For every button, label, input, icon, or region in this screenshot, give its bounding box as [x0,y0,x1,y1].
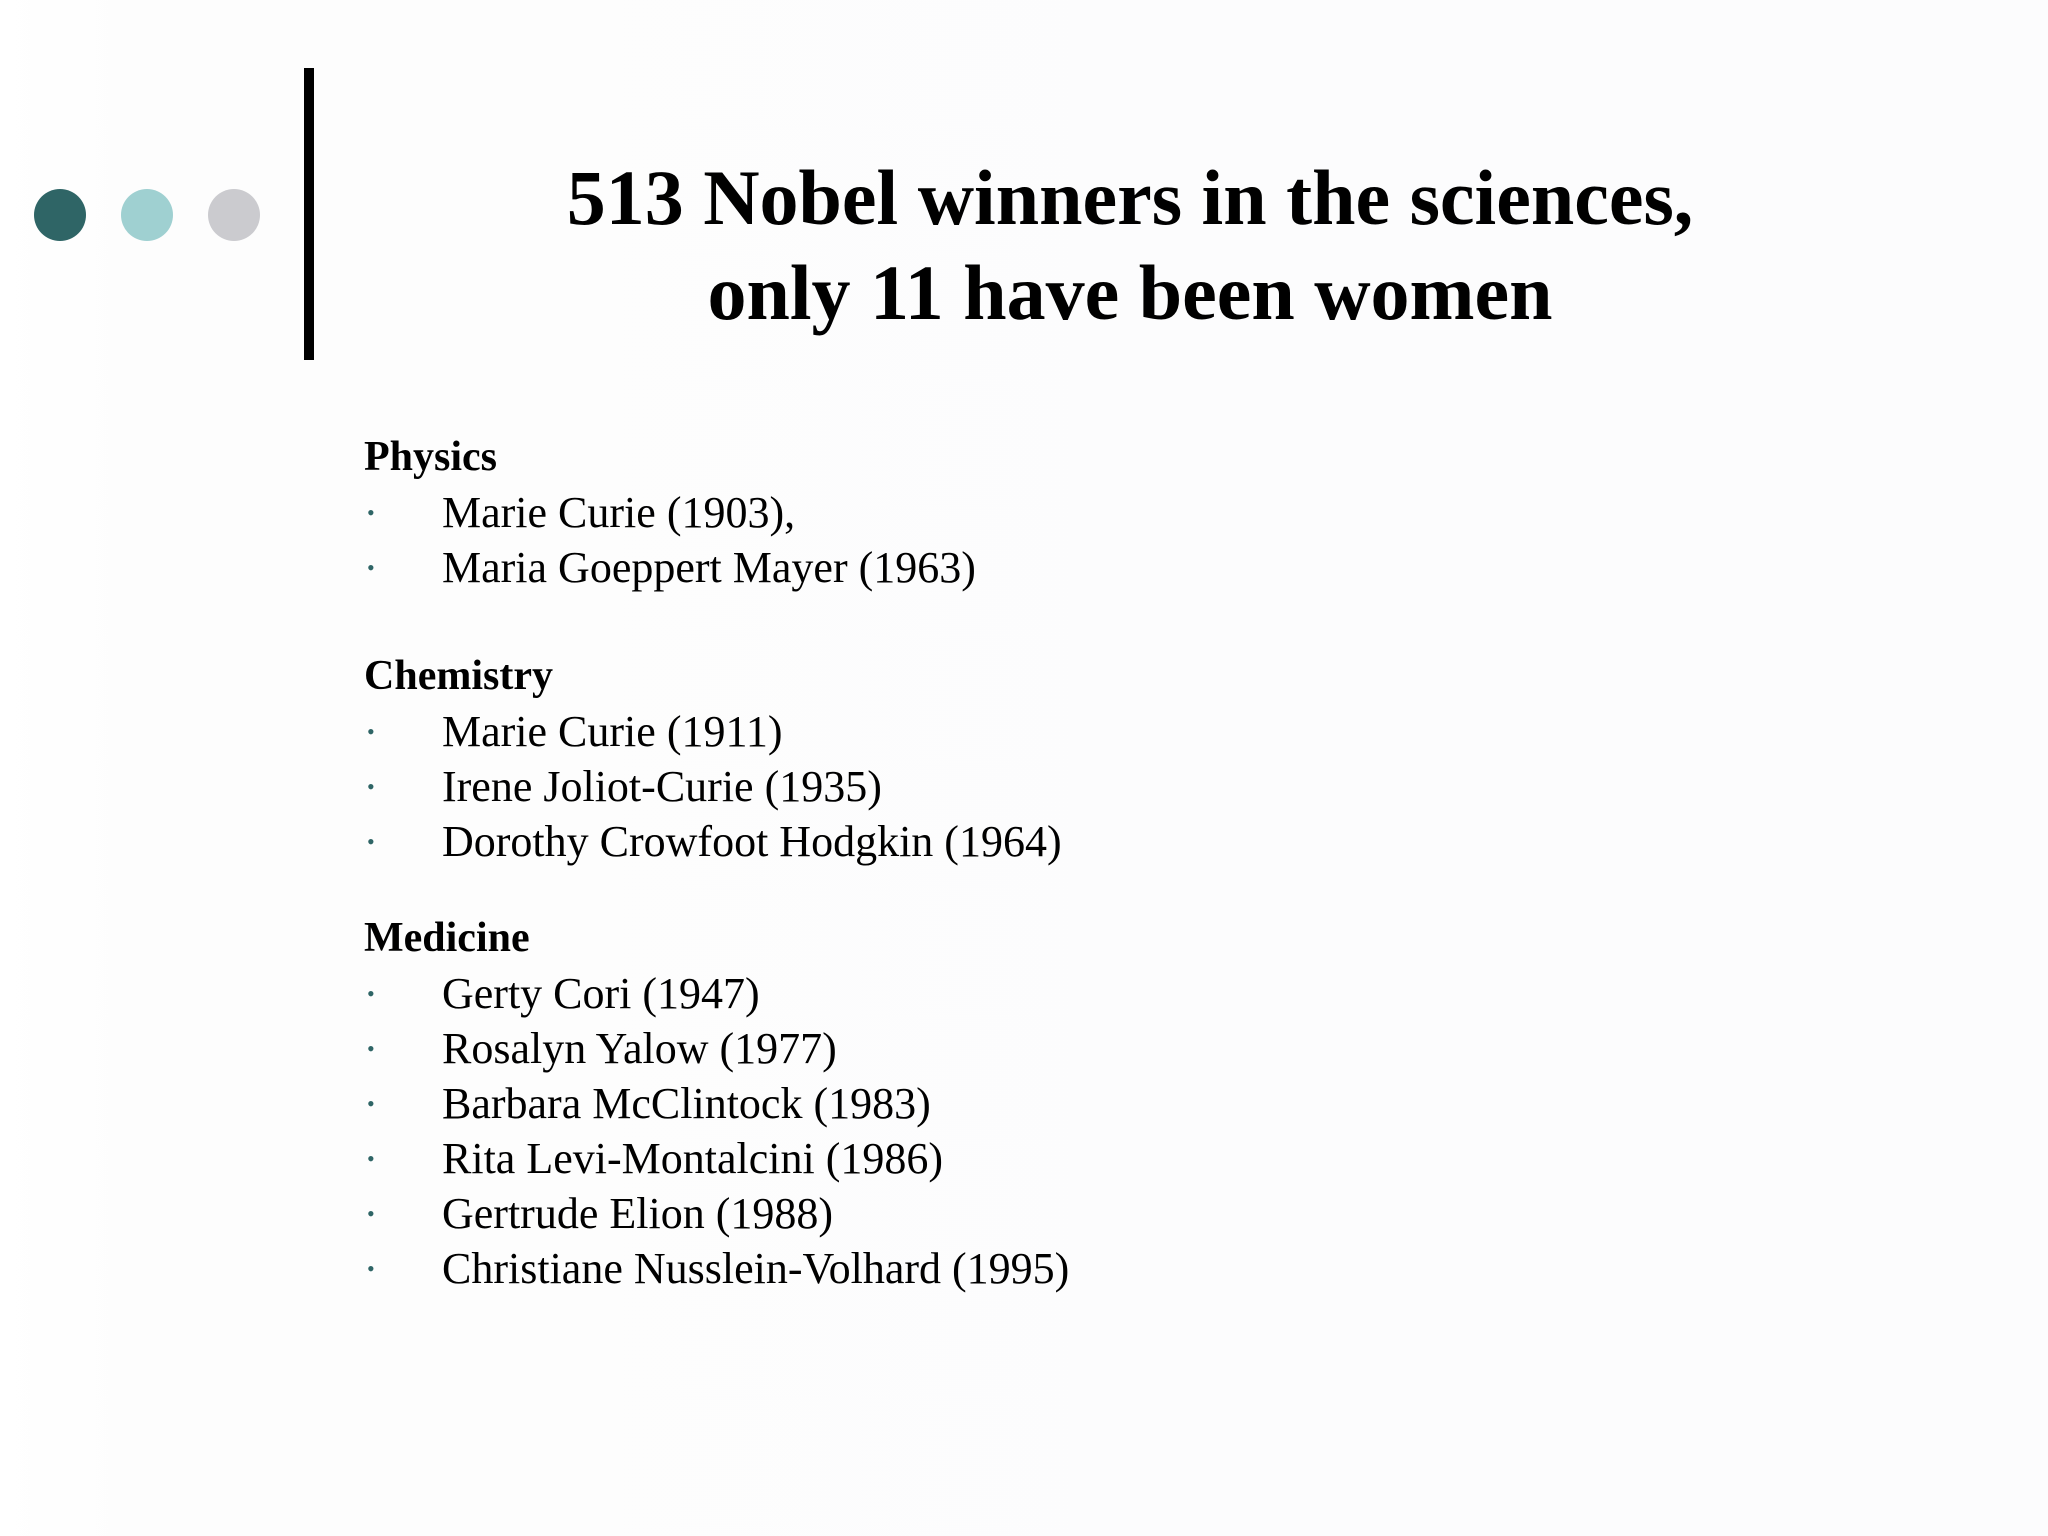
list-item [364,966,1664,1021]
list-item [364,814,1664,869]
list-item-text: Marie Curie (1911) [442,707,783,756]
section-medicine [364,911,1664,1296]
list-item [364,704,1664,759]
list-item-text: Dorothy Crowfoot Hodgkin (1964) [442,817,1062,866]
list-item [364,1131,1664,1186]
section-physics [364,430,1664,595]
bullet-icon: • [367,981,375,1006]
slide-title-line-1: 513 Nobel winners in the sciences, [566,154,1694,241]
bullet-icon: • [367,500,375,525]
list-item [364,540,1664,595]
section-heading: Physics [364,434,498,480]
bullet-icon: • [367,1201,375,1226]
section-heading: Medicine [364,915,530,961]
bullet-icon: • [367,829,375,854]
list-item-text: Irene Joliot-Curie (1935) [442,762,882,811]
list-item-text: Gerty Cori (1947) [442,969,760,1018]
list-item [364,1241,1664,1296]
list-item [364,1076,1664,1131]
bullet-icon: • [367,719,375,744]
decorative-dot-light [121,189,173,241]
list-item-text: Gertrude Elion (1988) [442,1189,833,1238]
decorative-dot-gray [208,189,260,241]
slide-title-line-2: only 11 have been women [707,249,1553,336]
list-item-text: Rita Levi-Montalcini (1986) [442,1134,943,1183]
bullet-icon: • [367,1146,375,1171]
decorative-dot-dark [34,189,86,241]
list-item [364,759,1664,814]
bullet-icon: • [367,774,375,799]
list-item-text: Christiane Nusslein-Volhard (1995) [442,1244,1070,1293]
section-heading: Chemistry [364,653,553,699]
bullet-icon: • [367,1036,375,1061]
bullet-icon: • [367,555,375,580]
slide-content [364,430,1664,1296]
bullet-icon: • [367,1256,375,1281]
bullet-icon: • [367,1091,375,1116]
title-divider-bar [304,68,314,360]
list-item [364,485,1664,540]
list-item [364,1021,1664,1076]
list-item-text: Barbara McClintock (1983) [442,1079,931,1128]
slide-title [500,150,1760,340]
list-item-text: Marie Curie (1903), [442,488,796,537]
list-item-text: Rosalyn Yalow (1977) [442,1024,837,1073]
list-item-text: Maria Goeppert Mayer (1963) [442,543,976,592]
section-chemistry [364,649,1664,869]
list-item [364,1186,1664,1241]
